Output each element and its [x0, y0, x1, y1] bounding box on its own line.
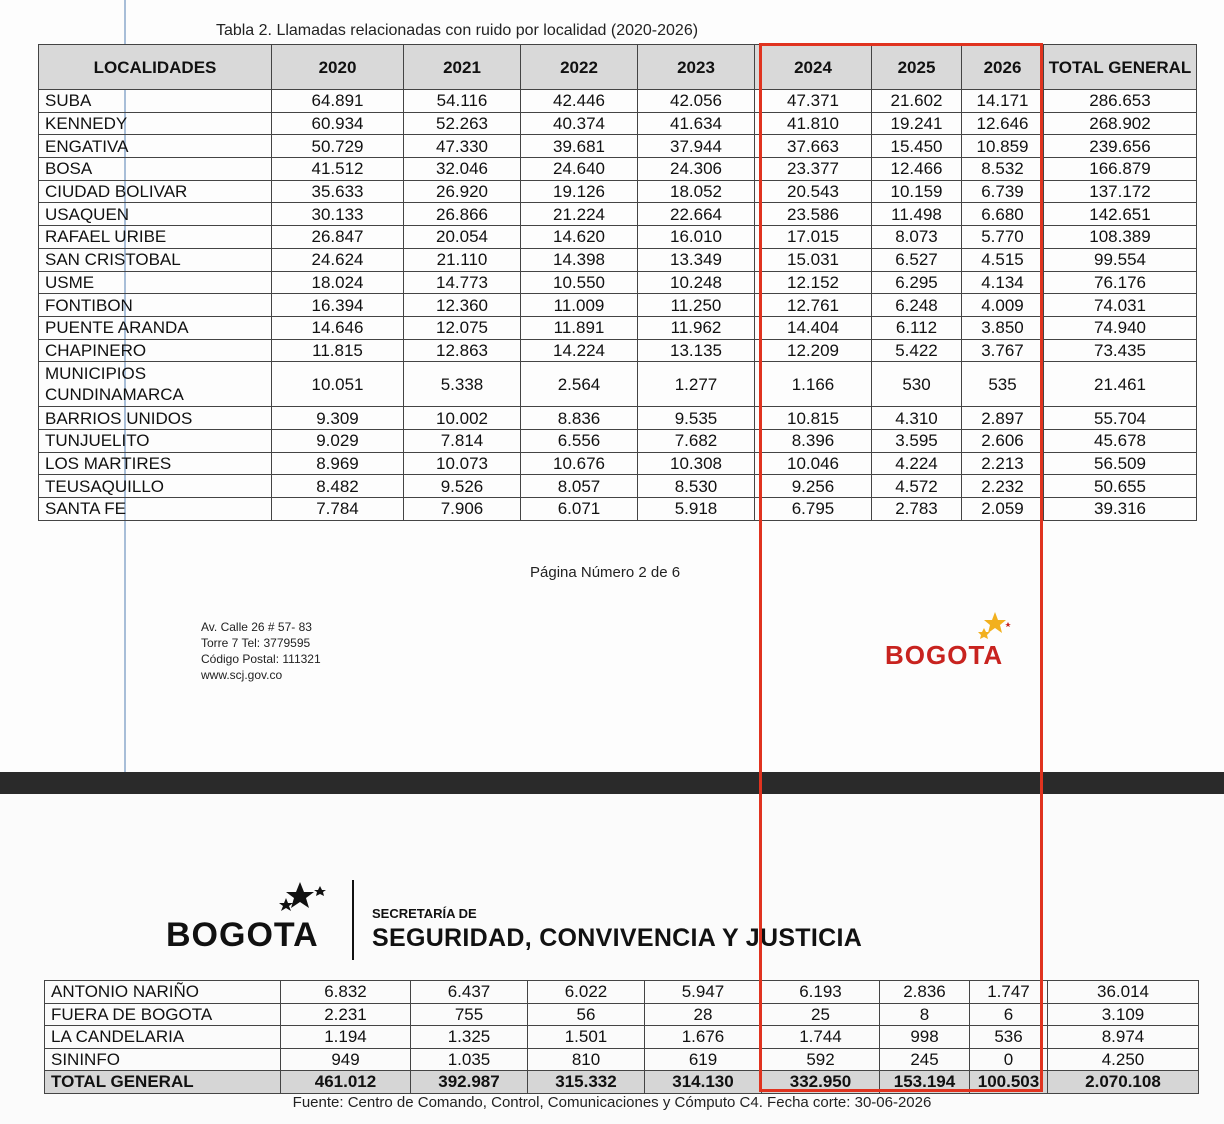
- header-2022: 2022: [521, 45, 638, 90]
- bogota-logo-text: BOGOTA: [166, 916, 319, 954]
- table-row: [39, 203, 1197, 226]
- value-cell: 1.035: [411, 1048, 528, 1071]
- value-cell: 3.850: [962, 316, 1044, 339]
- table-row: [39, 339, 1197, 362]
- value-cell: 74.940: [1044, 316, 1197, 339]
- value-cell: 11.009: [521, 294, 638, 317]
- value-cell: 1.501: [528, 1026, 645, 1049]
- table-row: [39, 226, 1197, 249]
- value-cell: 42.056: [638, 90, 755, 113]
- value-cell: 11.250: [638, 294, 755, 317]
- value-cell: 39.681: [521, 135, 638, 158]
- value-cell: 0: [970, 1048, 1048, 1071]
- value-cell: 16.394: [272, 294, 404, 317]
- value-cell: 11.498: [872, 203, 962, 226]
- value-cell: 30.133: [272, 203, 404, 226]
- value-cell: 2.783: [872, 498, 962, 521]
- value-cell: 8.836: [521, 407, 638, 430]
- table-row: [39, 135, 1197, 158]
- value-cell: 17.015: [755, 226, 872, 249]
- value-cell: 56.509: [1044, 452, 1197, 475]
- value-cell: 99.554: [1044, 248, 1197, 271]
- value-cell: 55.704: [1044, 407, 1197, 430]
- calls-by-locality-table-continued: [44, 980, 1199, 1094]
- locality-cell: USME: [39, 271, 272, 294]
- locality-cell: LOS MARTIRES: [39, 452, 272, 475]
- value-cell: 20.054: [404, 226, 521, 249]
- header-total-general: TOTAL GENERAL: [1044, 45, 1197, 90]
- header-2021: 2021: [404, 45, 521, 90]
- value-cell: 12.075: [404, 316, 521, 339]
- value-cell: 7.784: [272, 498, 404, 521]
- value-cell: 5.422: [872, 339, 962, 362]
- value-cell: 619: [645, 1048, 762, 1071]
- table-row: [39, 248, 1197, 271]
- value-cell: 19.126: [521, 180, 638, 203]
- value-cell: 13.135: [638, 339, 755, 362]
- value-cell: 6.248: [872, 294, 962, 317]
- value-cell: 23.377: [755, 158, 872, 181]
- header-2023: 2023: [638, 45, 755, 90]
- locality-cell: CIUDAD BOLIVAR: [39, 180, 272, 203]
- value-cell: 949: [281, 1048, 411, 1071]
- locality-cell: LA CANDELARIA: [45, 1026, 281, 1049]
- value-cell: 10.550: [521, 271, 638, 294]
- value-cell: 536: [970, 1026, 1048, 1049]
- value-cell: 8.396: [755, 429, 872, 452]
- value-cell: 14.773: [404, 271, 521, 294]
- value-cell: 4.009: [962, 294, 1044, 317]
- locality-cell: FUERA DE BOGOTA: [45, 1003, 281, 1026]
- value-cell: 26.847: [272, 226, 404, 249]
- value-cell: 10.676: [521, 452, 638, 475]
- value-cell: 14.171: [962, 90, 1044, 113]
- value-cell: 10.308: [638, 452, 755, 475]
- value-cell: 35.633: [272, 180, 404, 203]
- locality-cell: KENNEDY: [39, 112, 272, 135]
- page-number: Página Número 2 de 6: [530, 564, 681, 581]
- value-cell: 14.404: [755, 316, 872, 339]
- value-cell: 12.466: [872, 158, 962, 181]
- locality-cell: RAFAEL URIBE: [39, 226, 272, 249]
- locality-cell: SAN CRISTOBAL: [39, 248, 272, 271]
- value-cell: 6.437: [411, 981, 528, 1004]
- value-cell: 8.969: [272, 452, 404, 475]
- value-cell: 10.073: [404, 452, 521, 475]
- value-cell: 10.051: [272, 362, 404, 407]
- value-cell: 41.512: [272, 158, 404, 181]
- locality-cell: TUNJUELITO: [39, 429, 272, 452]
- value-cell: 18.024: [272, 271, 404, 294]
- value-cell: 76.176: [1044, 271, 1197, 294]
- value-cell: 24.624: [272, 248, 404, 271]
- value-cell: 18.052: [638, 180, 755, 203]
- value-cell: 1.325: [411, 1026, 528, 1049]
- total-row: [45, 1071, 1199, 1094]
- value-cell: 39.316: [1044, 498, 1197, 521]
- total-value-cell: 461.012: [281, 1071, 411, 1094]
- value-cell: 24.306: [638, 158, 755, 181]
- value-cell: 12.360: [404, 294, 521, 317]
- value-cell: 8.532: [962, 158, 1044, 181]
- value-cell: 810: [528, 1048, 645, 1071]
- value-cell: 14.398: [521, 248, 638, 271]
- value-cell: 7.682: [638, 429, 755, 452]
- table-row: [39, 429, 1197, 452]
- value-cell: 23.586: [755, 203, 872, 226]
- value-cell: 60.934: [272, 112, 404, 135]
- value-cell: 8.057: [521, 475, 638, 498]
- value-cell: 2.564: [521, 362, 638, 407]
- locality-cell: PUENTE ARANDA: [39, 316, 272, 339]
- page-divider: [0, 772, 1224, 794]
- value-cell: 37.663: [755, 135, 872, 158]
- value-cell: 1.194: [281, 1026, 411, 1049]
- value-cell: 41.634: [638, 112, 755, 135]
- table-row: [39, 271, 1197, 294]
- value-cell: 20.543: [755, 180, 872, 203]
- value-cell: 6.832: [281, 981, 411, 1004]
- value-cell: 8.482: [272, 475, 404, 498]
- value-cell: 3.767: [962, 339, 1044, 362]
- value-cell: 4.515: [962, 248, 1044, 271]
- value-cell: 28: [645, 1003, 762, 1026]
- value-cell: 4.250: [1048, 1048, 1199, 1071]
- value-cell: 10.159: [872, 180, 962, 203]
- value-cell: 10.815: [755, 407, 872, 430]
- table-header-row: [39, 45, 1197, 90]
- value-cell: 137.172: [1044, 180, 1197, 203]
- header-2024: 2024: [755, 45, 872, 90]
- value-cell: 3.595: [872, 429, 962, 452]
- value-cell: 5.918: [638, 498, 755, 521]
- value-cell: 755: [411, 1003, 528, 1026]
- locality-cell: BOSA: [39, 158, 272, 181]
- value-cell: 6.795: [755, 498, 872, 521]
- total-value-cell: 315.332: [528, 1071, 645, 1094]
- value-cell: 1.747: [970, 981, 1048, 1004]
- value-cell: 6.739: [962, 180, 1044, 203]
- value-cell: 22.664: [638, 203, 755, 226]
- website-link: www.scj.gov.co: [201, 668, 283, 682]
- locality-cell: FONTIBON: [39, 294, 272, 317]
- total-value-cell: 332.950: [762, 1071, 880, 1094]
- secretaria-label: SECRETARÍA DE: [372, 906, 477, 921]
- value-cell: 3.109: [1048, 1003, 1199, 1026]
- table-caption: Tabla 2. Llamadas relacionadas con ruido por localidad (2020-2026): [215, 22, 699, 39]
- value-cell: 166.879: [1044, 158, 1197, 181]
- value-cell: 26.866: [404, 203, 521, 226]
- value-cell: 12.761: [755, 294, 872, 317]
- value-cell: 4.572: [872, 475, 962, 498]
- calls-by-locality-table: [38, 44, 1197, 521]
- address-line: Av. Calle 26 # 57- 83: [201, 620, 312, 634]
- value-cell: 142.651: [1044, 203, 1197, 226]
- bogota-logo-text: BOGOTA: [885, 640, 1004, 670]
- value-cell: 10.248: [638, 271, 755, 294]
- table-row: [39, 90, 1197, 113]
- locality-cell: ANTONIO NARIÑO: [45, 981, 281, 1004]
- value-cell: 9.535: [638, 407, 755, 430]
- value-cell: 4.224: [872, 452, 962, 475]
- value-cell: 108.389: [1044, 226, 1197, 249]
- value-cell: 64.891: [272, 90, 404, 113]
- total-label-cell: TOTAL GENERAL: [45, 1071, 281, 1094]
- bogota-logo: [882, 610, 1032, 680]
- value-cell: 10.859: [962, 135, 1044, 158]
- table-row: [45, 981, 1199, 1004]
- table-row: [39, 158, 1197, 181]
- value-cell: 4.134: [962, 271, 1044, 294]
- value-cell: 6.295: [872, 271, 962, 294]
- locality-cell: SUBA: [39, 90, 272, 113]
- value-cell: 245: [880, 1048, 970, 1071]
- value-cell: 11.815: [272, 339, 404, 362]
- value-cell: 998: [880, 1026, 970, 1049]
- value-cell: 47.371: [755, 90, 872, 113]
- source-note: Fuente: Centro de Comando, Control, Comunicaciones y Cómputo C4. Fecha corte: 30-06-2026: [292, 1094, 932, 1111]
- value-cell: 19.241: [872, 112, 962, 135]
- value-cell: 4.310: [872, 407, 962, 430]
- locality-cell: CHAPINERO: [39, 339, 272, 362]
- address-line: Código Postal: 111321: [201, 652, 321, 666]
- value-cell: 11.962: [638, 316, 755, 339]
- value-cell: 6.112: [872, 316, 962, 339]
- value-cell: 535: [962, 362, 1044, 407]
- value-cell: 21.224: [521, 203, 638, 226]
- value-cell: 6.071: [521, 498, 638, 521]
- value-cell: 7.814: [404, 429, 521, 452]
- table-row: [39, 294, 1197, 317]
- value-cell: 45.678: [1044, 429, 1197, 452]
- value-cell: 8: [880, 1003, 970, 1026]
- value-cell: 239.656: [1044, 135, 1197, 158]
- value-cell: 2.606: [962, 429, 1044, 452]
- value-cell: 5.770: [962, 226, 1044, 249]
- value-cell: 5.338: [404, 362, 521, 407]
- value-cell: 8.974: [1048, 1026, 1199, 1049]
- value-cell: 8.530: [638, 475, 755, 498]
- value-cell: 41.810: [755, 112, 872, 135]
- locality-cell: ENGATIVA: [39, 135, 272, 158]
- locality-cell: BARRIOS UNIDOS: [39, 407, 272, 430]
- total-value-cell: 314.130: [645, 1071, 762, 1094]
- header-2025: 2025: [872, 45, 962, 90]
- value-cell: 26.920: [404, 180, 521, 203]
- value-cell: 2.213: [962, 452, 1044, 475]
- value-cell: 2.836: [880, 981, 970, 1004]
- value-cell: 286.653: [1044, 90, 1197, 113]
- value-cell: 12.863: [404, 339, 521, 362]
- value-cell: 2.231: [281, 1003, 411, 1026]
- value-cell: 21.602: [872, 90, 962, 113]
- value-cell: 12.152: [755, 271, 872, 294]
- total-value-cell: 2.070.108: [1048, 1071, 1199, 1094]
- value-cell: 21.110: [404, 248, 521, 271]
- locality-cell: TEUSAQUILLO: [39, 475, 272, 498]
- value-cell: 47.330: [404, 135, 521, 158]
- value-cell: 1.277: [638, 362, 755, 407]
- value-cell: 530: [872, 362, 962, 407]
- table-row: [39, 475, 1197, 498]
- bogota-logo-large: [166, 876, 366, 966]
- value-cell: 9.029: [272, 429, 404, 452]
- value-cell: 9.309: [272, 407, 404, 430]
- value-cell: 40.374: [521, 112, 638, 135]
- value-cell: 6.193: [762, 981, 880, 1004]
- value-cell: 2.059: [962, 498, 1044, 521]
- value-cell: 592: [762, 1048, 880, 1071]
- value-cell: 14.224: [521, 339, 638, 362]
- value-cell: 42.446: [521, 90, 638, 113]
- total-value-cell: 153.194: [880, 1071, 970, 1094]
- department-name: SEGURIDAD, CONVIVENCIA Y JUSTICIA: [372, 924, 863, 952]
- value-cell: 74.031: [1044, 294, 1197, 317]
- value-cell: 1.676: [645, 1026, 762, 1049]
- locality-cell: MUNICIPIOS CUNDINAMARCA: [39, 362, 272, 407]
- value-cell: 15.450: [872, 135, 962, 158]
- value-cell: 14.620: [521, 226, 638, 249]
- value-cell: 6.527: [872, 248, 962, 271]
- locality-cell: SANTA FE: [39, 498, 272, 521]
- locality-cell: USAQUEN: [39, 203, 272, 226]
- address-line: Torre 7 Tel: 3779595: [201, 636, 311, 650]
- value-cell: 10.002: [404, 407, 521, 430]
- value-cell: 11.891: [521, 316, 638, 339]
- value-cell: 25: [762, 1003, 880, 1026]
- value-cell: 9.256: [755, 475, 872, 498]
- value-cell: 8.073: [872, 226, 962, 249]
- value-cell: 2.232: [962, 475, 1044, 498]
- table-row: [39, 180, 1197, 203]
- header-localidades: LOCALIDADES: [39, 45, 272, 90]
- table-row: [45, 1048, 1199, 1071]
- value-cell: 24.640: [521, 158, 638, 181]
- value-cell: 6.022: [528, 981, 645, 1004]
- value-cell: 9.526: [404, 475, 521, 498]
- value-cell: 50.729: [272, 135, 404, 158]
- value-cell: 7.906: [404, 498, 521, 521]
- value-cell: 1.744: [762, 1026, 880, 1049]
- value-cell: 10.046: [755, 452, 872, 475]
- value-cell: 32.046: [404, 158, 521, 181]
- total-value-cell: 392.987: [411, 1071, 528, 1094]
- locality-cell: SININFO: [45, 1048, 281, 1071]
- header-2020: 2020: [272, 45, 404, 90]
- table-row: [39, 316, 1197, 339]
- table-row: [39, 362, 1197, 407]
- value-cell: 13.349: [638, 248, 755, 271]
- value-cell: 52.263: [404, 112, 521, 135]
- value-cell: 6.556: [521, 429, 638, 452]
- table-row: [45, 1026, 1199, 1049]
- value-cell: 36.014: [1048, 981, 1199, 1004]
- value-cell: 6: [970, 1003, 1048, 1026]
- value-cell: 268.902: [1044, 112, 1197, 135]
- table-row: [39, 112, 1197, 135]
- table-row: [45, 1003, 1199, 1026]
- value-cell: 73.435: [1044, 339, 1197, 362]
- value-cell: 5.947: [645, 981, 762, 1004]
- header-2026: 2026: [962, 45, 1044, 90]
- address-block: [201, 619, 321, 683]
- value-cell: 16.010: [638, 226, 755, 249]
- value-cell: 6.680: [962, 203, 1044, 226]
- logo-separator: [352, 880, 354, 960]
- value-cell: 15.031: [755, 248, 872, 271]
- table-row: [39, 452, 1197, 475]
- value-cell: 12.646: [962, 112, 1044, 135]
- value-cell: 50.655: [1044, 475, 1197, 498]
- value-cell: 14.646: [272, 316, 404, 339]
- value-cell: 54.116: [404, 90, 521, 113]
- value-cell: 12.209: [755, 339, 872, 362]
- value-cell: 56: [528, 1003, 645, 1026]
- value-cell: 21.461: [1044, 362, 1197, 407]
- value-cell: 2.897: [962, 407, 1044, 430]
- table-row: [39, 407, 1197, 430]
- total-value-cell: 100.503: [970, 1071, 1048, 1094]
- value-cell: 1.166: [755, 362, 872, 407]
- table-row: [39, 498, 1197, 521]
- value-cell: 37.944: [638, 135, 755, 158]
